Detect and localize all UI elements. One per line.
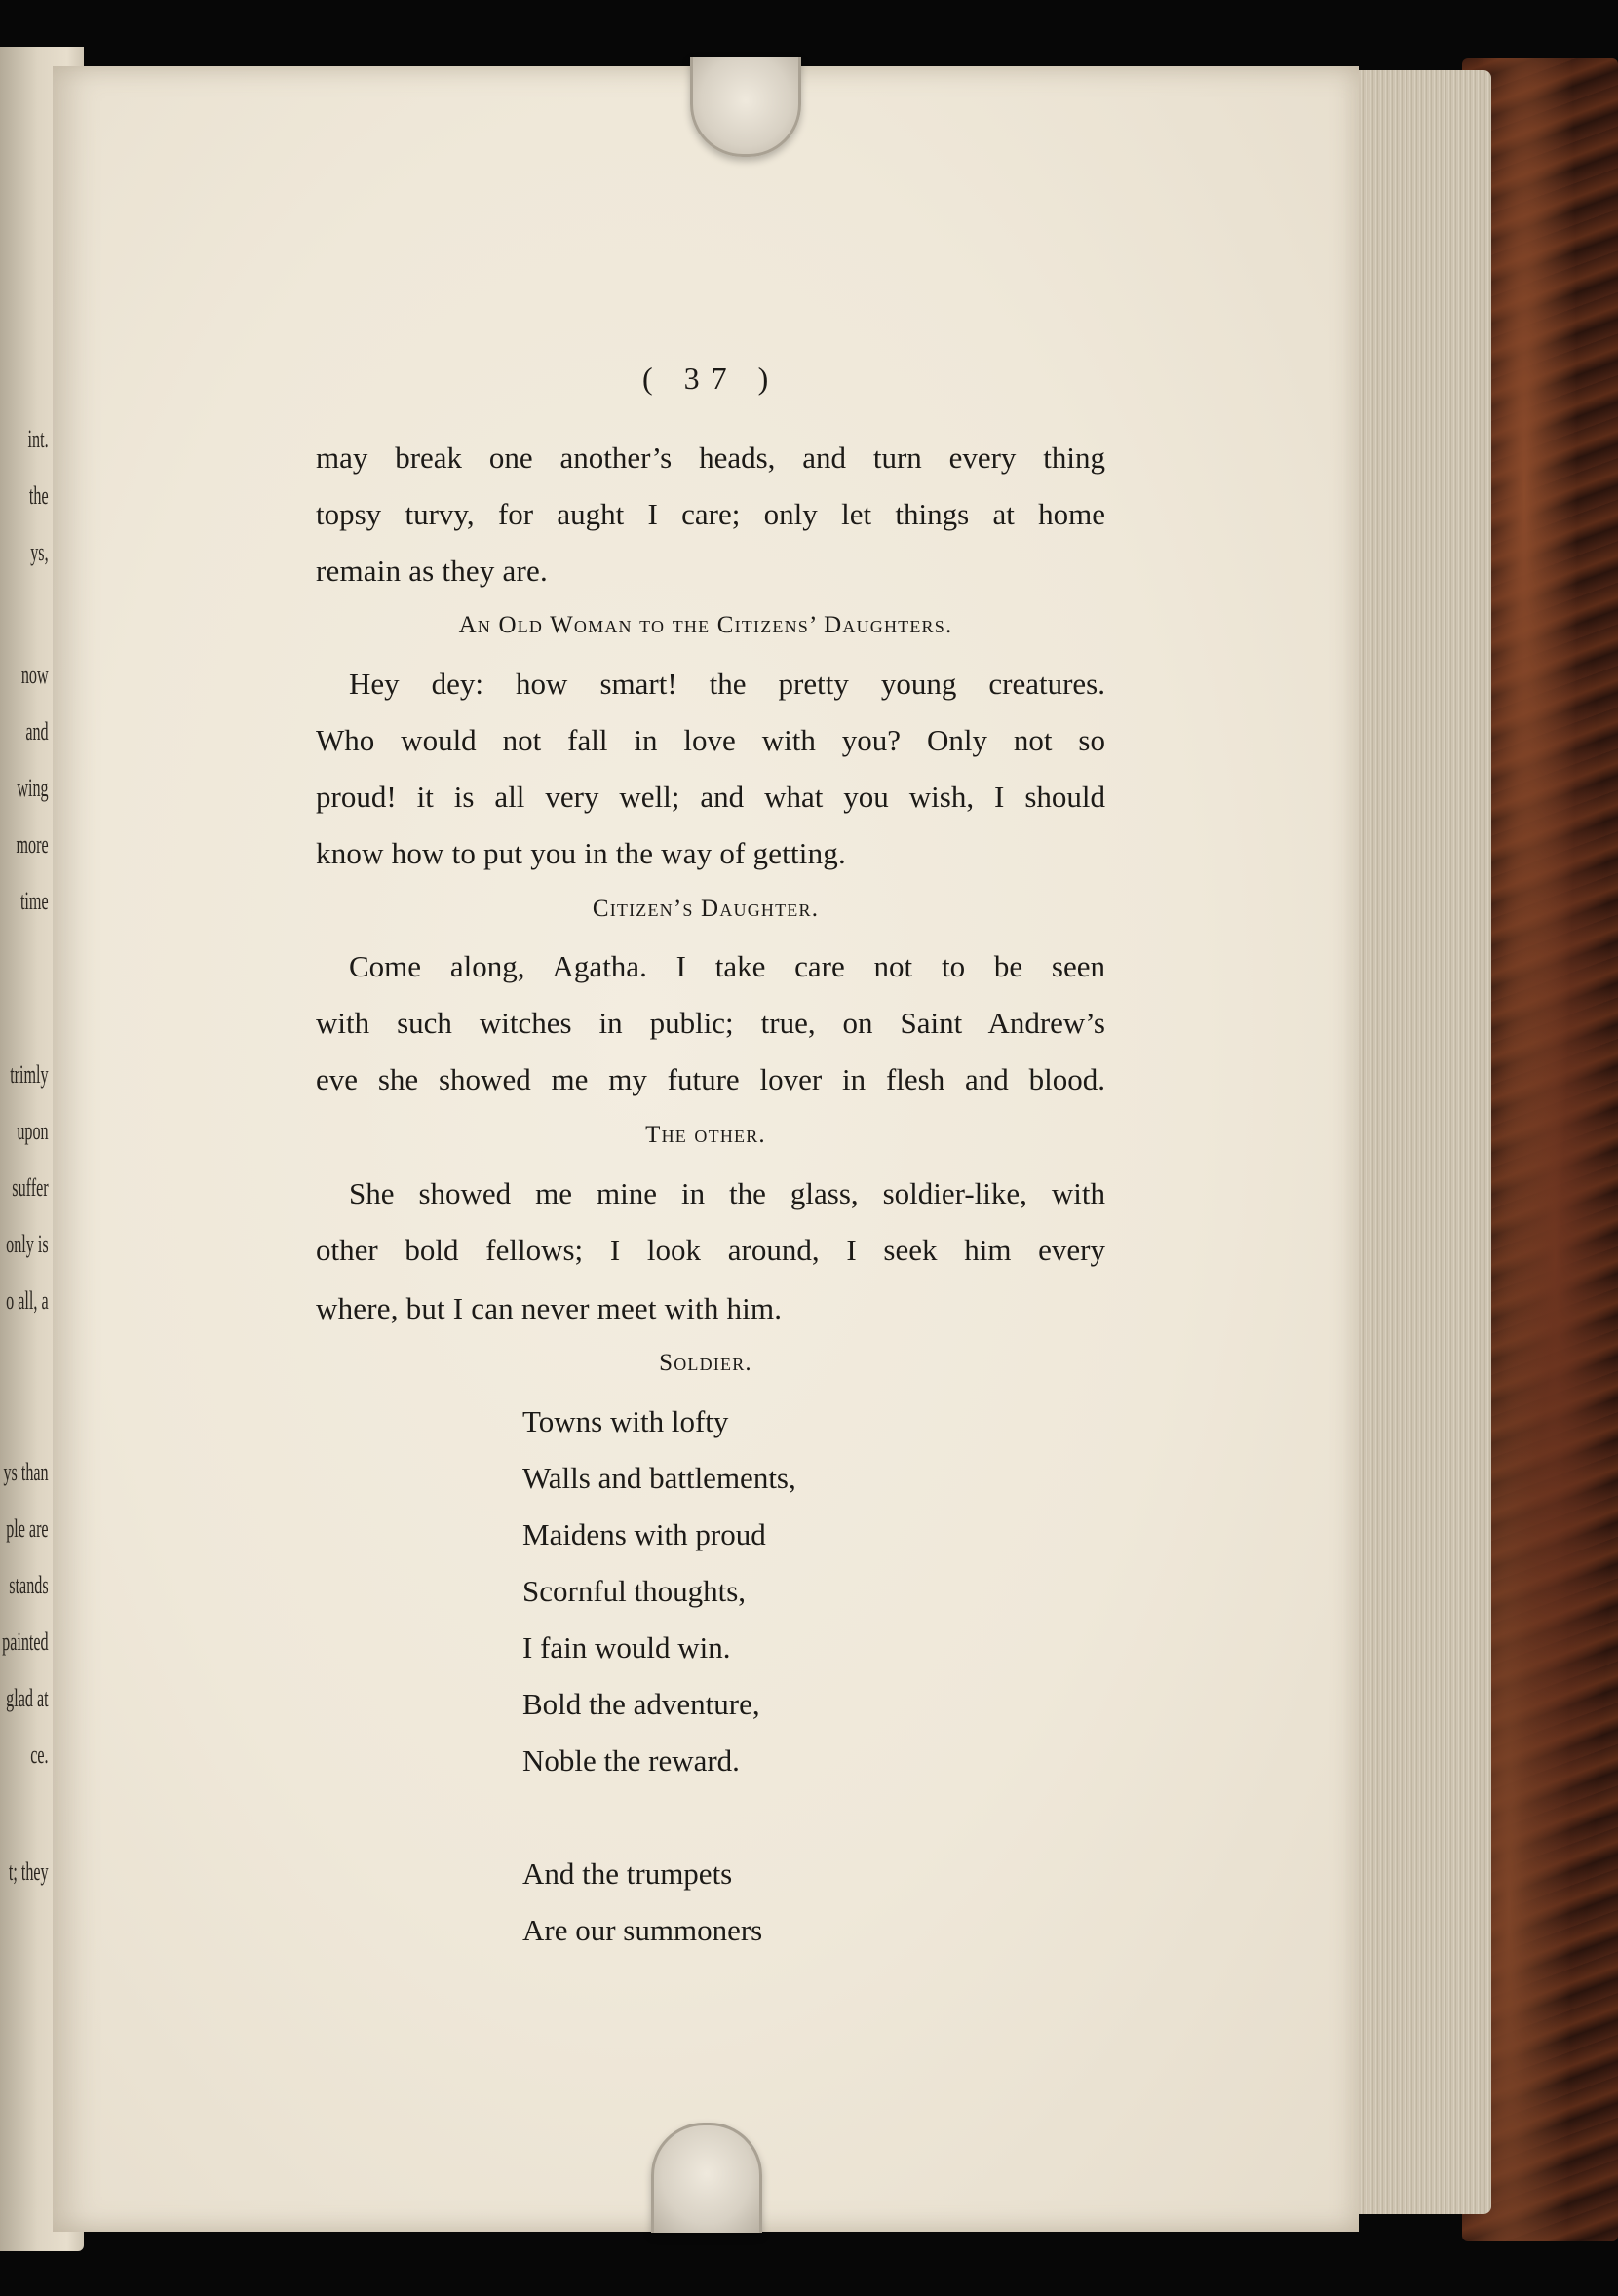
left-page-fragment: time [19,887,49,915]
body-line: know how to put you in the way of getting. [316,836,846,870]
body-line: other bold fellows; I look around, I seek him every [316,1233,1105,1267]
body-line: where, but I can never meet with him. [316,1291,783,1325]
left-page-fragment: upon [17,1117,49,1145]
page-clip-top [690,57,801,157]
verse-line: Bold the adventure, [522,1687,760,1721]
left-page-fragment: ys, [30,538,49,566]
body-line: with such witches in public; true, on Saint Andrew’s [316,1006,1105,1040]
body-line: proud! it is all very well; and what you wish, I should [316,780,1105,814]
page-clip-bottom [651,2123,762,2233]
body-line: Who would not fall in love with you? Only not so [316,723,1105,757]
left-page-fragment: only is [6,1230,49,1258]
left-page-fragment: now [20,661,49,689]
body-line: remain as they are. [316,554,548,588]
body-line: Hey dey: how smart! the pretty young creatures. [349,667,1105,701]
verse-line: Towns with lofty [522,1404,729,1438]
verse-line: Are our summoners [522,1913,763,1947]
body-line: eve she showed me my future lover in flesh and blood. [316,1062,1105,1096]
left-page-fragment: stands [9,1571,49,1599]
verse-line: Walls and battlements, [522,1461,796,1495]
left-page-fragment: painted [2,1627,49,1656]
page-number: ( 37 ) [642,361,781,396]
verse-line: I fain would win. [522,1630,731,1665]
left-page-fragment: t; they [8,1857,49,1886]
left-page-fragment: ce. [30,1741,49,1769]
body-line: topsy turvy, for aught I care; only let things at home [316,497,1105,531]
left-page-fragment: glad at [6,1684,49,1712]
left-page-fragment: ple are [6,1514,49,1543]
left-page-fragment: and [25,717,49,746]
left-page-fragment: trimly [10,1060,49,1089]
page-fore-edge [1345,70,1491,2214]
verse-line: Scornful thoughts, [522,1574,747,1608]
left-page-fragment: the [28,481,49,510]
verse-line: Maidens with proud [522,1517,766,1551]
speaker-heading: Citizen’s Daughter. [592,896,820,922]
body-line: She showed me mine in the glass, soldier-like, with [349,1176,1105,1210]
verse-line: Noble the reward. [522,1743,740,1778]
speaker-heading: The other. [645,1122,766,1148]
left-page-fragment: suffer [12,1173,49,1202]
body-line: Come along, Agatha. I take care not to be seen [349,949,1105,983]
verse-line: And the trumpets [522,1856,733,1891]
left-page-fragment: ys than [3,1458,49,1486]
left-page-fragment: wing [17,774,49,802]
speaker-heading: An Old Woman to the Citizens’ Daughters. [458,612,953,638]
body-line: may break one another’s heads, and turn every thing [316,440,1105,475]
book-page [53,66,1359,2232]
speaker-heading: Soldier. [659,1350,752,1376]
left-page-fragment: o all, a [6,1286,49,1315]
left-page-fragment: more [16,830,49,859]
left-page-fragment: int. [27,425,49,453]
